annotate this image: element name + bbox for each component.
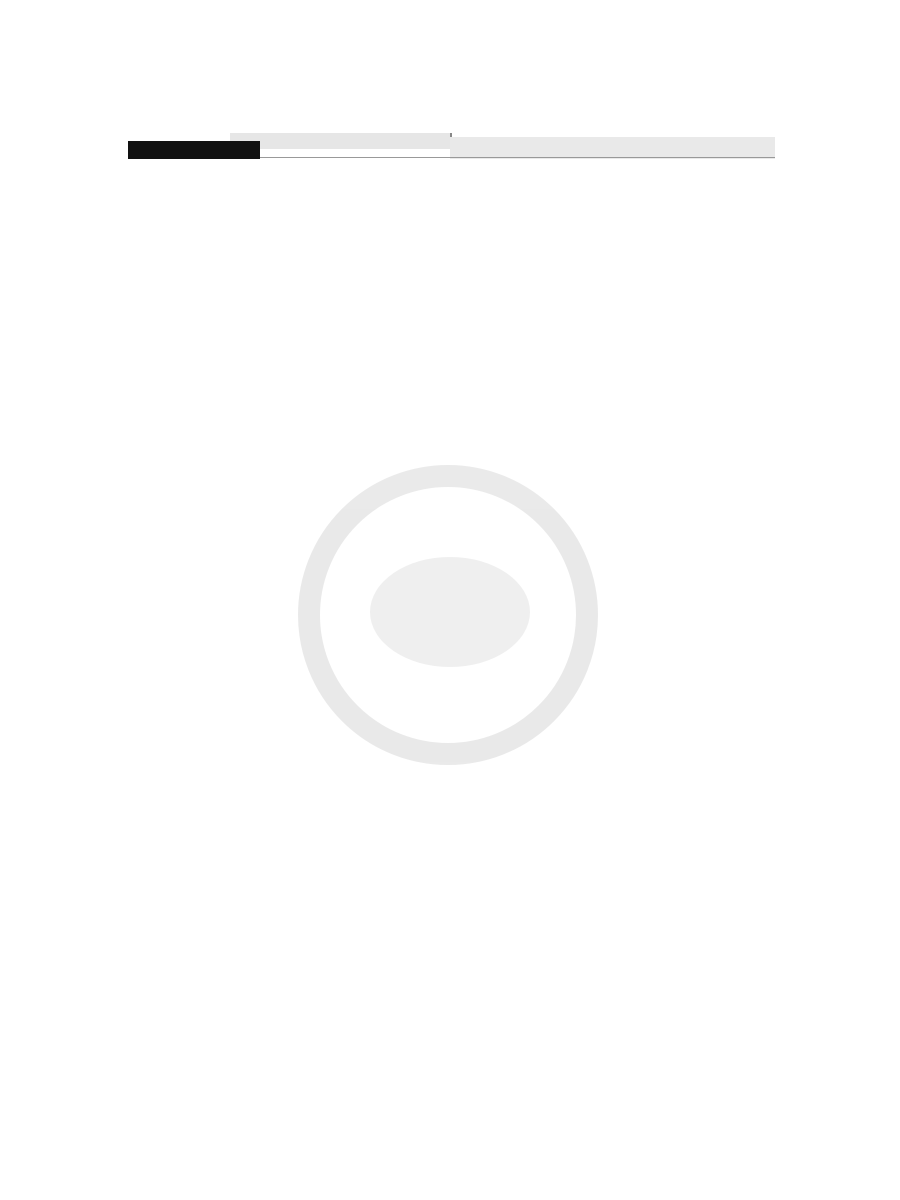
header-decoration-bar	[128, 133, 775, 159]
header-bar-right	[450, 137, 775, 159]
header-rule	[260, 157, 775, 158]
header-bar-dark	[128, 141, 260, 159]
watermark-seal	[298, 465, 598, 765]
header-bar-light	[230, 133, 452, 149]
download-banner	[0, 10, 900, 41]
watermark-emblem	[370, 557, 530, 667]
